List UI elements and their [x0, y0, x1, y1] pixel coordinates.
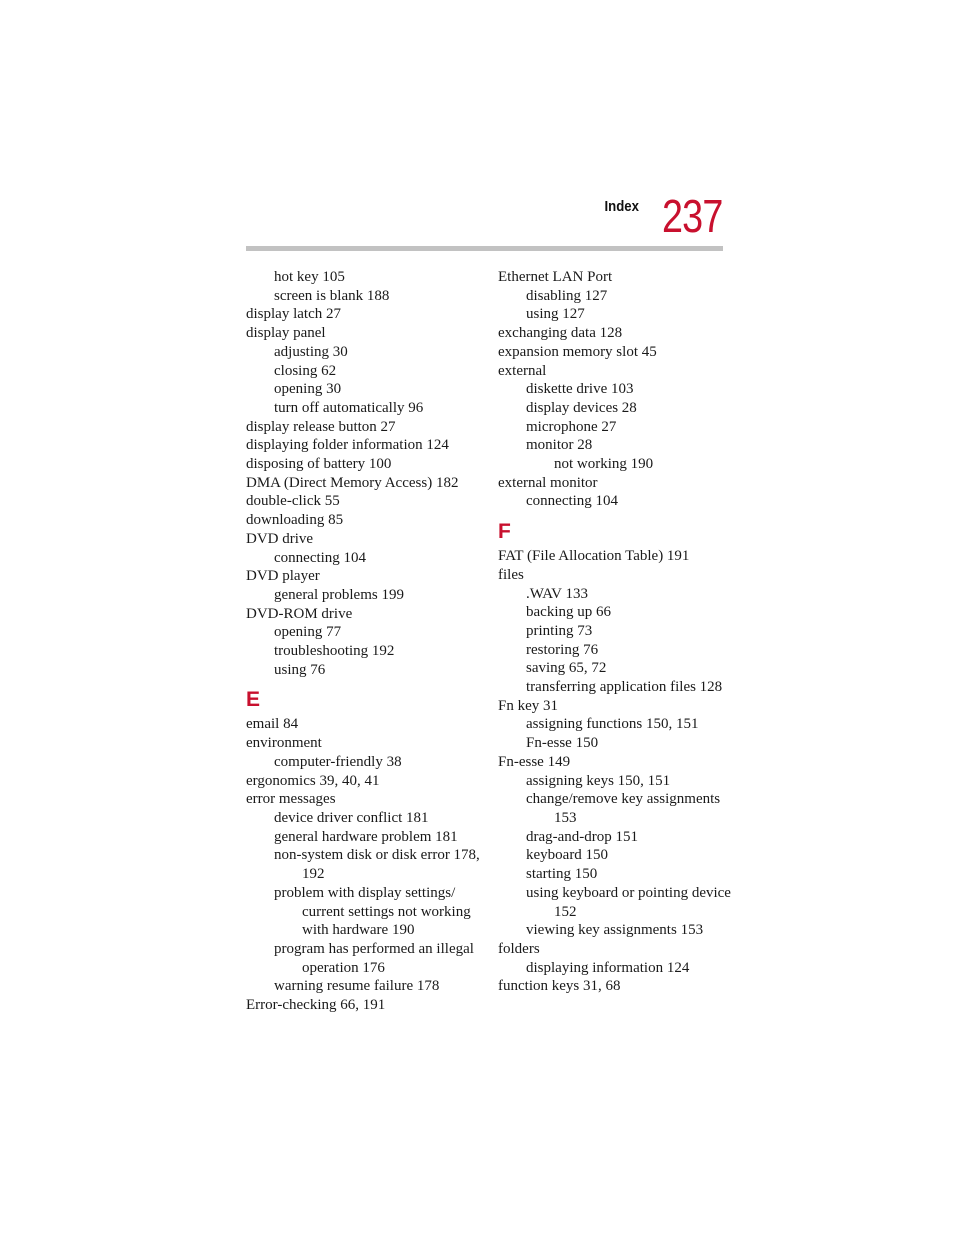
index-subentry: monitor 28 — [526, 437, 593, 454]
index-subentry: with hardware 190 — [302, 922, 415, 939]
index-entry: ergonomics 39, 40, 41 — [246, 772, 380, 789]
index-entry: DVD drive — [246, 530, 314, 547]
index-subentry: general problems 199 — [274, 586, 404, 603]
index-entry: displaying folder information 124 — [246, 437, 449, 454]
page-number: 237 — [662, 190, 723, 242]
index-subentry: operation 176 — [302, 959, 385, 976]
index-entry: FAT (File Allocation Table) 191 — [498, 548, 690, 565]
index-entry: DMA (Direct Memory Access) 182 — [246, 474, 459, 491]
index-subentry: problem with display settings/ — [274, 884, 456, 901]
index-subentry: opening 30 — [274, 381, 342, 398]
index-entry: display latch 27 — [246, 306, 341, 323]
index-entry: external monitor — [498, 474, 598, 491]
index-subentry: saving 65, 72 — [526, 660, 607, 677]
index-subentry: program has performed an illegal — [274, 940, 474, 957]
index-subentry: connecting 104 — [526, 493, 619, 510]
index-entry: Fn key 31 — [498, 697, 558, 714]
index-column-left — [246, 268, 486, 1015]
index-entry: Ethernet LAN Port — [498, 269, 613, 285]
running-header-label: Index — [604, 198, 639, 215]
index-entry: external — [498, 362, 547, 379]
index-entry: folders — [498, 940, 540, 957]
index-subentry: displaying information 124 — [526, 959, 690, 976]
index-subentry: starting 150 — [526, 866, 598, 883]
index-subentry: backing up 66 — [526, 604, 611, 621]
index-subentry: microphone 27 — [526, 418, 617, 435]
index-subentry: 192 — [302, 866, 325, 883]
index-entry: Error-checking 66, 191 — [246, 997, 386, 1014]
index-subentry: screen is blank 188 — [274, 287, 390, 304]
index-subentry: Fn-esse 150 — [526, 735, 599, 752]
index-subentry: restoring 76 — [526, 641, 599, 658]
index-entry: Fn-esse 149 — [498, 753, 571, 770]
index-subentry: computer-friendly 38 — [274, 753, 402, 770]
index-entry: DVD player — [246, 568, 320, 585]
index-entry: double-click 55 — [246, 493, 340, 510]
index-entry: DVD-ROM drive — [246, 605, 353, 622]
index-subentry: general hardware problem 181 — [274, 828, 458, 845]
index-subentry: using 76 — [274, 661, 326, 678]
index-subentry: disabling 127 — [526, 287, 608, 304]
index-entry: email 84 — [246, 716, 299, 733]
index-subentry: hot key 105 — [274, 269, 345, 285]
index-entry: downloading 85 — [246, 512, 344, 529]
index-subentry: turn off automatically 96 — [274, 399, 424, 416]
index-subentry: printing 73 — [526, 622, 593, 639]
index-entry: exchanging data 128 — [498, 325, 623, 342]
index-subentry: not working 190 — [554, 456, 654, 473]
header-rule — [246, 246, 723, 251]
index-subentry: adjusting 30 — [274, 343, 348, 360]
index-entry: display release button 27 — [246, 418, 396, 435]
index-entry: environment — [246, 735, 322, 752]
index-subentry: transferring application files 128 — [526, 679, 723, 696]
index-subentry: current settings not working — [302, 903, 471, 920]
index-subentry: display devices 28 — [526, 399, 637, 416]
index-subentry: change/remove key assignments — [526, 791, 721, 808]
index-entry: expansion memory slot 45 — [498, 343, 657, 360]
index-subentry: 152 — [554, 903, 577, 920]
index-entry: display panel — [246, 325, 326, 342]
index-entry: disposing of battery 100 — [246, 456, 392, 473]
index-subentry: drag-and-drop 151 — [526, 828, 639, 845]
index-subentry: diskette drive 103 — [526, 381, 634, 398]
index-subentry: 153 — [554, 809, 577, 826]
index-subentry: using 127 — [526, 306, 585, 323]
index-subentry: device driver conflict 181 — [274, 809, 429, 826]
index-subentry: connecting 104 — [274, 549, 367, 566]
index-column-right — [498, 268, 738, 996]
index-subentry: warning resume failure 178 — [274, 978, 440, 995]
index-subentry: viewing key assignments 153 — [526, 922, 704, 939]
index-subentry: assigning keys 150, 151 — [526, 772, 671, 789]
index-section-letter: F — [498, 520, 511, 544]
index-subentry: .WAV 133 — [526, 585, 588, 602]
index-entry: files — [498, 566, 524, 583]
index-subentry: troubleshooting 192 — [274, 643, 395, 660]
index-subentry: non-system disk or disk error 178, — [274, 847, 480, 864]
index-section-letter: E — [246, 688, 261, 712]
index-subentry: using keyboard or pointing device — [526, 884, 731, 901]
index-subentry: opening 77 — [274, 624, 342, 641]
index-subentry: keyboard 150 — [526, 847, 609, 864]
index-subentry: assigning functions 150, 151 — [526, 716, 699, 733]
index-entry: function keys 31, 68 — [498, 978, 621, 995]
index-entry: error messages — [246, 791, 336, 808]
index-subentry: closing 62 — [274, 362, 337, 379]
